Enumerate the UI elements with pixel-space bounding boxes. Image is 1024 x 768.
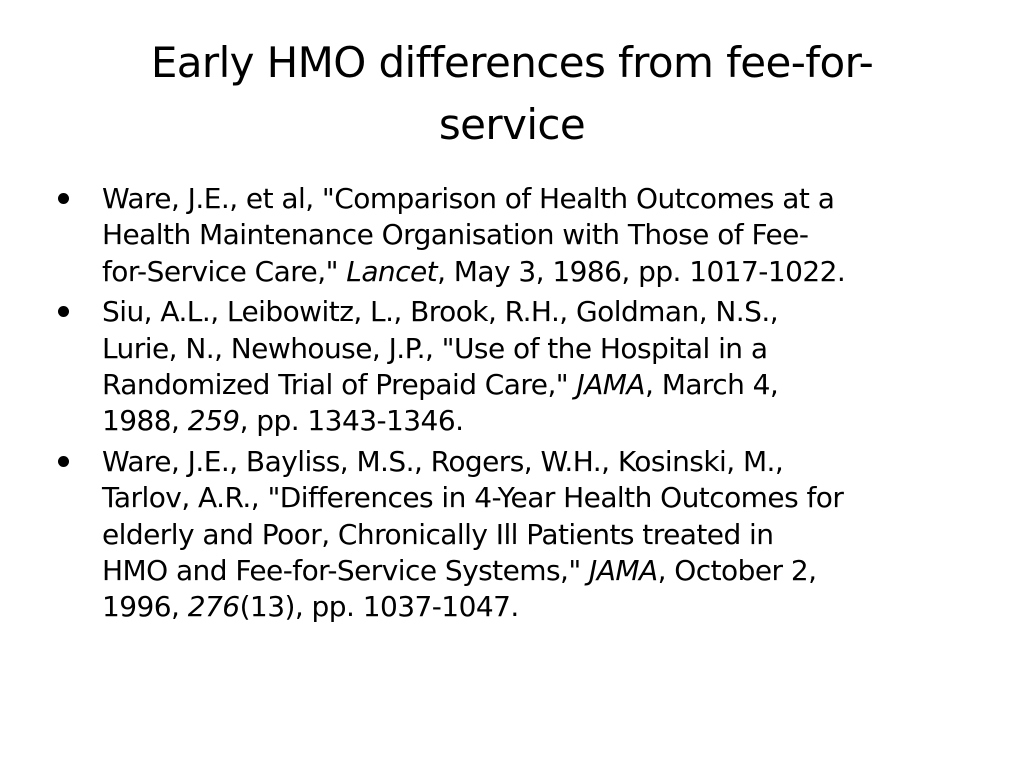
reference-line — [102, 217, 978, 253]
reference-item — [58, 444, 978, 626]
reference-text: Siu, A.L., Leibowitz, L., Brook, R.H., Goldman, N.S., — [102, 295, 779, 329]
reference-text: for-Service Care," — [102, 254, 347, 288]
slide-title — [40, 32, 984, 156]
reference-text: Ware, J.E., et al, "Comparison of Health Outcomes at a — [102, 182, 835, 215]
reference-text: , October 2, — [657, 554, 817, 588]
bullet-icon — [58, 456, 69, 467]
reference-italic-text: JAMA — [576, 368, 646, 402]
title-line: service — [438, 100, 586, 149]
reference-italic-text: 259 — [187, 404, 240, 438]
reference-line — [102, 294, 978, 330]
reference-italic-text: 276 — [187, 590, 240, 624]
reference-line — [102, 517, 978, 553]
reference-text: , March 4, — [645, 368, 779, 402]
reference-line — [102, 367, 978, 403]
reference-list — [58, 181, 978, 630]
reference-line — [102, 553, 978, 589]
reference-text: Health Maintenance Organisation with Those of Fee- — [102, 218, 809, 252]
reference-line — [102, 181, 978, 217]
bullet-icon — [58, 193, 69, 204]
reference-line — [102, 254, 978, 290]
reference-text: (13), pp. 1037-1047. — [239, 590, 519, 624]
reference-text: , pp. 1343-1346. — [239, 404, 464, 438]
reference-item — [58, 294, 978, 440]
reference-text: elderly and Poor, Chronically Ill Patients treated in — [102, 517, 774, 551]
reference-text: , May 3, 1986, pp. 1017-1022. — [437, 254, 846, 288]
reference-text: 1988, — [102, 404, 188, 438]
reference-italic-text: Lancet — [346, 254, 438, 288]
reference-line — [102, 589, 978, 625]
reference-italic-text: JAMA — [589, 554, 658, 588]
reference-line — [102, 331, 978, 367]
reference-text: HMO and Fee-for-Service Systems," — [102, 554, 590, 588]
title-line: Early HMO differences from fee-for- — [150, 38, 874, 87]
reference-text: Randomized Trial of Prepaid Care," — [102, 368, 577, 402]
reference-text: Lurie, N., Newhouse, J.P., "Use of the Hospital in a — [102, 331, 768, 365]
reference-line — [102, 480, 978, 516]
reference-text: Ware, J.E., Bayliss, M.S., Rogers, W.H., Kosinski, M., — [102, 444, 784, 478]
reference-line — [102, 444, 978, 480]
reference-text: 1996, — [102, 590, 188, 624]
reference-item — [58, 181, 978, 290]
bullet-icon — [58, 306, 69, 317]
reference-line — [102, 403, 978, 439]
reference-text: Tarlov, A.R., "Differences in 4-Year Health Outcomes for — [102, 481, 844, 515]
